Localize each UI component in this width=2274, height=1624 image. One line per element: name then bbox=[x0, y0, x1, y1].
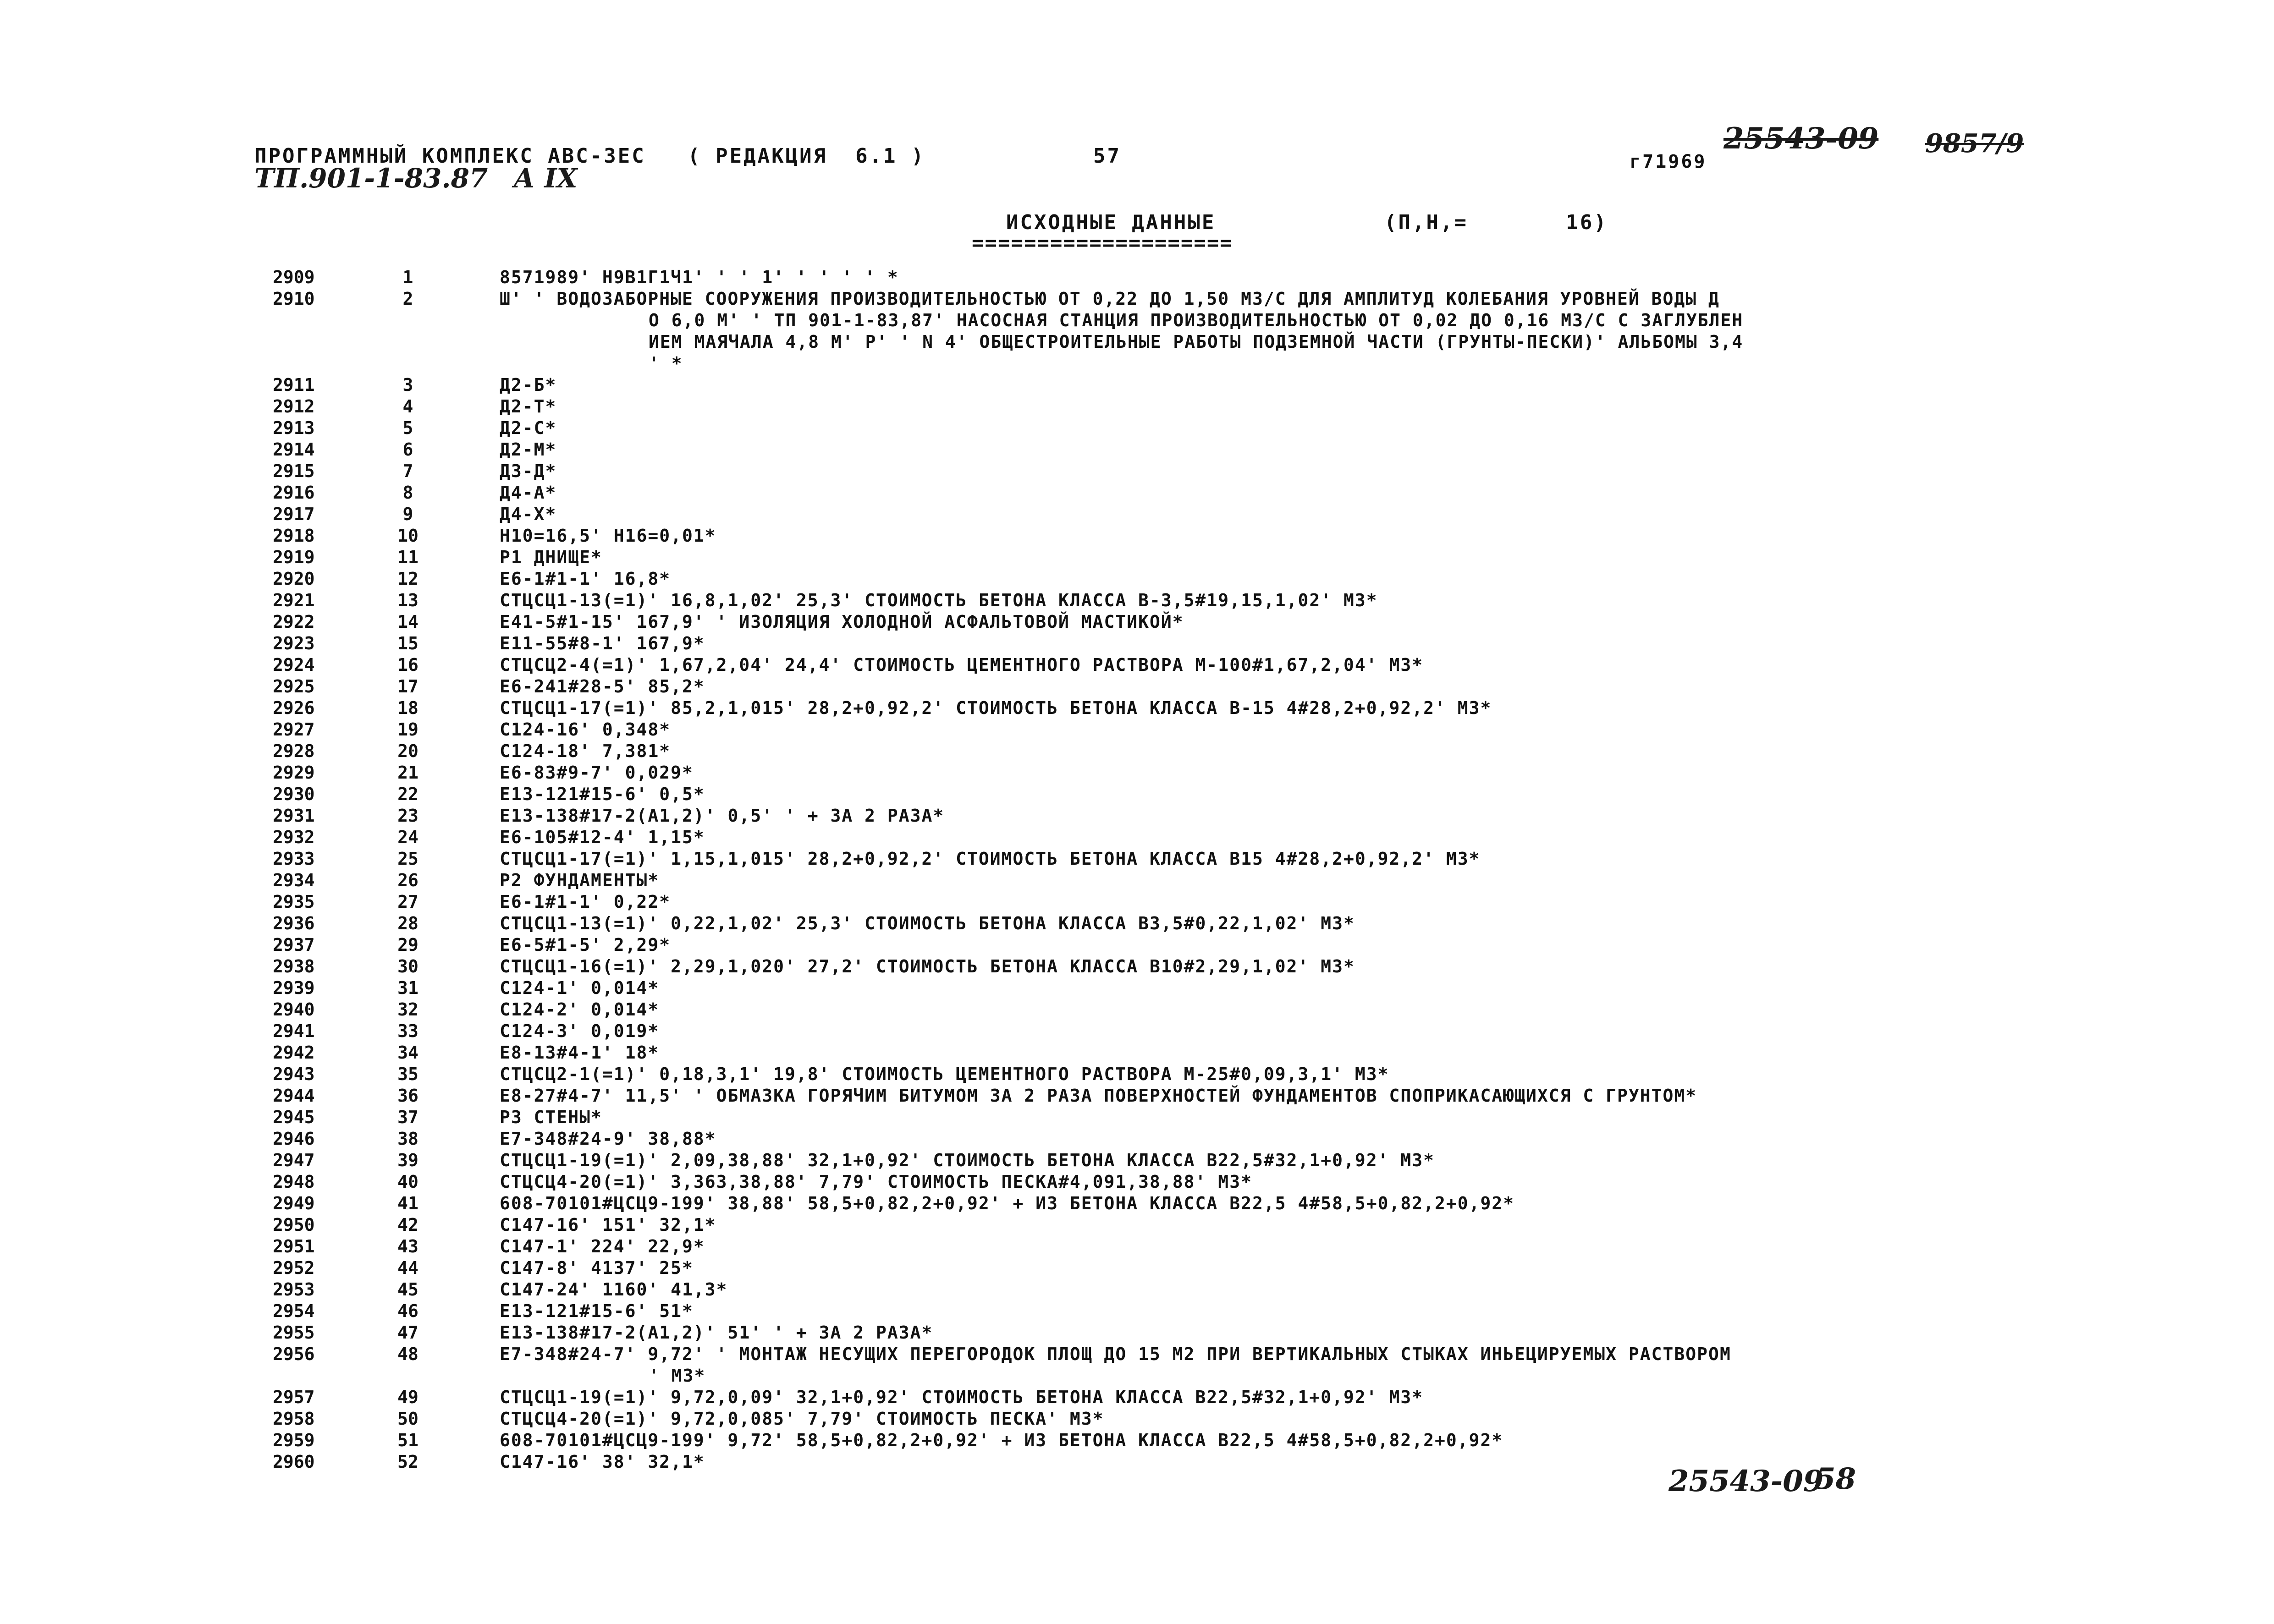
record-text: Е13-138#17-2(А1,2)' 0,5' ' + ЗА 2 РАЗА* bbox=[500, 806, 945, 826]
record-text: СТЦСЦ4-20(=1)' 3,363,38,88' 7,79' СТОИМОСТЬ ПЕСКА#4,091,38,88' М3* bbox=[500, 1172, 1252, 1192]
line-number: 2935 bbox=[273, 892, 315, 912]
record-text: С124-16' 0,348* bbox=[500, 719, 671, 740]
listing-row bbox=[273, 676, 2106, 698]
line-number: 2957 bbox=[273, 1387, 315, 1407]
item-number: 21 bbox=[397, 763, 418, 783]
params-label: (П,Н,= 16) bbox=[1384, 211, 1608, 234]
record-text: С124-1' 0,014* bbox=[500, 978, 660, 998]
line-number: 2943 bbox=[273, 1064, 315, 1084]
listing-row bbox=[273, 504, 2106, 526]
item-number: 44 bbox=[397, 1258, 418, 1278]
line-number: 2913 bbox=[273, 418, 315, 438]
line-number: 2926 bbox=[273, 698, 315, 718]
line-number: 2955 bbox=[273, 1322, 315, 1343]
record-text: Е8-13#4-1' 18* bbox=[500, 1042, 660, 1063]
listing-row bbox=[273, 763, 2106, 784]
item-number: 41 bbox=[397, 1193, 418, 1213]
listing-row-continuation bbox=[273, 1366, 2106, 1387]
record-text: СТЦСЦ1-17(=1)' 1,15,1,015' 28,2+0,92,2' СТОИМОСТЬ БЕТОНА КЛАССА В15 4#28,2+0,92,2' М3* bbox=[500, 849, 1481, 869]
record-text: Ш' ' ВОДОЗАБОРНЫЕ СООРУЖЕНИЯ ПРОИЗВОДИТЕЛЬНОСТЬЮ ОТ 0,22 ДО 1,50 М3/С ДЛЯ АМПЛИТУД КОЛЕБАНИЯ УРОВНЕЙ ВОДЫ Д bbox=[500, 289, 1720, 309]
listing-row bbox=[273, 1301, 2106, 1322]
record-text: ' * bbox=[649, 353, 683, 373]
record-text: Е11-55#8-1' 167,9* bbox=[500, 633, 705, 653]
record-text: ИЕМ МАЯЧАЛА 4,8 М' Р' ' N 4' ОБЩЕСТРОИТЕЛЬНЫЕ РАБОТЫ ПОДЗЕМНОЙ ЧАСТИ (ГРУНТЫ-ПЕСКИ)' АЛЬБОМЫ 3,4 bbox=[649, 332, 1744, 352]
line-number: 2931 bbox=[273, 806, 315, 826]
handwritten-ref-footer: 25543-09 bbox=[1668, 1464, 1824, 1498]
record-text: Р3 СТЕНЫ* bbox=[500, 1107, 602, 1127]
listing-row bbox=[273, 1129, 2106, 1150]
item-number: 12 bbox=[397, 569, 418, 589]
listing-row bbox=[273, 806, 2106, 827]
listing-row bbox=[273, 1172, 2106, 1193]
record-text: Д2-Т* bbox=[500, 396, 557, 417]
line-number: 2956 bbox=[273, 1344, 315, 1364]
line-number: 2952 bbox=[273, 1258, 315, 1278]
item-number: 1 bbox=[402, 267, 413, 287]
record-text: Е41-5#1-15' 167,9' ' ИЗОЛЯЦИЯ ХОЛОДНОЙ АСФАЛЬТОВОЙ МАСТИКОЙ* bbox=[500, 612, 1184, 632]
item-number: 2 bbox=[402, 289, 413, 309]
handwritten-page-footer: 58 bbox=[1815, 1462, 1856, 1496]
listing-row bbox=[273, 547, 2106, 569]
item-number: 40 bbox=[397, 1172, 418, 1192]
listing-row-continuation bbox=[273, 353, 2106, 375]
item-number: 7 bbox=[402, 461, 413, 481]
line-number: 2938 bbox=[273, 956, 315, 977]
item-number: 20 bbox=[397, 741, 418, 761]
listing-row bbox=[273, 956, 2106, 978]
line-number: 2941 bbox=[273, 1021, 315, 1041]
record-text: СТЦСЦ2-1(=1)' 0,18,3,1' 19,8' СТОИМОСТЬ ЦЕМЕНТНОГО РАСТВОРА М-25#0,09,3,1' М3* bbox=[500, 1064, 1389, 1084]
line-number: 2919 bbox=[273, 547, 315, 567]
item-number: 31 bbox=[397, 978, 418, 998]
handwritten-doc-number: 25543-09 bbox=[1723, 121, 1879, 156]
item-number: 27 bbox=[397, 892, 418, 912]
item-number: 38 bbox=[397, 1129, 418, 1149]
listing-row bbox=[273, 1258, 2106, 1279]
listing-row bbox=[273, 741, 2106, 763]
listing-row bbox=[273, 1430, 2106, 1452]
listing-row bbox=[273, 1387, 2106, 1409]
line-number: 2910 bbox=[273, 289, 315, 309]
line-number: 2925 bbox=[273, 676, 315, 697]
item-number: 47 bbox=[397, 1322, 418, 1343]
record-text: СТЦСЦ1-17(=1)' 85,2,1,015' 28,2+0,92,2' СТОИМОСТЬ БЕТОНА КЛАССА В-15 4#28,2+0,92,2' М3* bbox=[500, 698, 1492, 718]
listing-row bbox=[273, 978, 2106, 999]
line-number: 2940 bbox=[273, 999, 315, 1020]
line-number: 2918 bbox=[273, 526, 315, 546]
item-number: 30 bbox=[397, 956, 418, 977]
item-number: 34 bbox=[397, 1042, 418, 1063]
item-number: 15 bbox=[397, 633, 418, 653]
record-text: Е6-1#1-1' 16,8* bbox=[500, 569, 671, 589]
item-number: 29 bbox=[397, 935, 418, 955]
record-text: СТЦСЦ4-20(=1)' 9,72,0,085' 7,79' СТОИМОСТЬ ПЕСКА' М3* bbox=[500, 1409, 1104, 1429]
record-text: Р2 ФУНДАМЕНТЫ* bbox=[500, 870, 660, 890]
line-number: 2944 bbox=[273, 1086, 315, 1106]
item-number: 42 bbox=[397, 1215, 418, 1235]
listing-row bbox=[273, 870, 2106, 892]
item-number: 49 bbox=[397, 1387, 418, 1407]
line-number: 2960 bbox=[273, 1452, 315, 1472]
record-text: Р1 ДНИЩЕ* bbox=[500, 547, 602, 567]
listing-row bbox=[273, 1215, 2106, 1236]
listing-row bbox=[273, 612, 2106, 633]
listing-row bbox=[273, 1344, 2106, 1366]
item-number: 4 bbox=[402, 396, 413, 417]
listing-row bbox=[273, 1086, 2106, 1107]
item-number: 35 bbox=[397, 1064, 418, 1084]
item-number: 11 bbox=[397, 547, 418, 567]
listing-row bbox=[273, 655, 2106, 676]
line-number: 2959 bbox=[273, 1430, 315, 1450]
listing-row-continuation bbox=[273, 332, 2106, 353]
record-text: О 6,0 М' ' ТП 901-1-83,87' НАСОСНАЯ СТАНЦИЯ ПРОИЗВОДИТЕЛЬНОСТЬЮ ОТ 0,02 ДО 0,16 М3/С С ЗАГЛУБЛЕН bbox=[649, 310, 1744, 330]
record-text: Д2-Б* bbox=[500, 375, 557, 395]
page-title: ИСХОДНЫЕ ДАННЫЕ bbox=[1006, 211, 1216, 234]
item-number: 8 bbox=[402, 483, 413, 503]
program-title: ПРОГРАММНЫЙ КОМПЛЕКС АВС-3ЕС ( РЕДАКЦИЯ 6.1 ) bbox=[254, 144, 925, 168]
record-text: Е6-5#1-5' 2,29* bbox=[500, 935, 671, 955]
item-number: 10 bbox=[397, 526, 418, 546]
line-number: 2917 bbox=[273, 504, 315, 524]
record-text: Е13-121#15-6' 0,5* bbox=[500, 784, 705, 804]
listing-row bbox=[273, 483, 2106, 504]
item-number: 6 bbox=[402, 439, 413, 460]
item-number: 33 bbox=[397, 1021, 418, 1041]
line-number: 2953 bbox=[273, 1279, 315, 1300]
item-number: 51 bbox=[397, 1430, 418, 1450]
listing-row bbox=[273, 1064, 2106, 1086]
line-number: 2909 bbox=[273, 267, 315, 287]
item-number: 37 bbox=[397, 1107, 418, 1127]
line-number: 2954 bbox=[273, 1301, 315, 1321]
line-number: 2951 bbox=[273, 1236, 315, 1256]
handwritten-doc-number-2: 9857/9 bbox=[1925, 128, 2024, 159]
page-title-underline: ==================== bbox=[972, 231, 1233, 255]
item-number: 14 bbox=[397, 612, 418, 632]
item-number: 5 bbox=[402, 418, 413, 438]
item-number: 22 bbox=[397, 784, 418, 804]
item-number: 32 bbox=[397, 999, 418, 1020]
line-number: 2929 bbox=[273, 763, 315, 783]
line-number: 2927 bbox=[273, 719, 315, 740]
record-text: Д2-М* bbox=[500, 439, 557, 460]
listing-row bbox=[273, 999, 2106, 1021]
item-number: 24 bbox=[397, 827, 418, 847]
line-number: 2939 bbox=[273, 978, 315, 998]
line-number: 2924 bbox=[273, 655, 315, 675]
item-number: 16 bbox=[397, 655, 418, 675]
record-text: Д4-А* bbox=[500, 483, 557, 503]
listing-row bbox=[273, 784, 2106, 806]
line-number: 2916 bbox=[273, 483, 315, 503]
listing-row bbox=[273, 526, 2106, 547]
record-text: Д4-Х* bbox=[500, 504, 557, 524]
record-text: Е13-138#17-2(А1,2)' 51' ' + ЗА 2 РАЗА* bbox=[500, 1322, 933, 1343]
page-number: 57 bbox=[1093, 144, 1121, 168]
record-text: С147-1' 224' 22,9* bbox=[500, 1236, 705, 1256]
record-text: Е6-1#1-1' 0,22* bbox=[500, 892, 671, 912]
record-text: Е8-27#4-7' 11,5' ' ОБМАЗКА ГОРЯЧИМ БИТУМОМ ЗА 2 РАЗА ПОВЕРХНОСТЕЙ ФУНДАМЕНТОВ СПОПРИКАСАЮЩИХСЯ С ГРУНТОМ* bbox=[500, 1086, 1697, 1106]
line-number: 2921 bbox=[273, 590, 315, 610]
item-number: 13 bbox=[397, 590, 418, 610]
record-text: 608-70101#ЦСЦ9-199' 38,88' 58,5+0,82,2+0,92' + ИЗ БЕТОНА КЛАССА В22,5 4#58,5+0,82,2+0,92* bbox=[500, 1193, 1515, 1213]
listing-row bbox=[273, 418, 2106, 439]
listing-row bbox=[273, 1279, 2106, 1301]
listing-row bbox=[273, 1042, 2106, 1064]
line-number: 2934 bbox=[273, 870, 315, 890]
item-number: 39 bbox=[397, 1150, 418, 1170]
listing-row bbox=[273, 913, 2106, 935]
line-number: 2923 bbox=[273, 633, 315, 653]
listing-row bbox=[273, 1107, 2106, 1129]
item-number: 26 bbox=[397, 870, 418, 890]
line-number: 2915 bbox=[273, 461, 315, 481]
listing-row bbox=[273, 1021, 2106, 1042]
album-label: А IX bbox=[513, 163, 578, 194]
listing bbox=[273, 267, 2106, 1473]
listing-row bbox=[273, 719, 2106, 741]
item-number: 28 bbox=[397, 913, 418, 933]
record-text: 8571989' Н9В1Г1Ч1' ' ' 1' ' ' ' ' * bbox=[500, 267, 899, 287]
line-number: 2945 bbox=[273, 1107, 315, 1127]
record-text: Е7-348#24-7' 9,72' ' МОНТАЖ НЕСУЩИХ ПЕРЕГОРОДОК ПЛОЩ ДО 15 М2 ПРИ ВЕРТИКАЛЬНЫХ СТЫКАХ ИНЬЕЦИРУЕМЫХ РАСТВОРОМ bbox=[500, 1344, 1731, 1364]
listing-row bbox=[273, 935, 2106, 956]
line-number: 2928 bbox=[273, 741, 315, 761]
line-number: 2942 bbox=[273, 1042, 315, 1063]
listing-row bbox=[273, 396, 2106, 418]
record-text: С147-8' 4137' 25* bbox=[500, 1258, 694, 1278]
item-number: 3 bbox=[402, 375, 413, 395]
item-number: 43 bbox=[397, 1236, 418, 1256]
record-text: Н10=16,5' Н16=0,01* bbox=[500, 526, 716, 546]
record-text: С124-2' 0,014* bbox=[500, 999, 660, 1020]
item-number: 46 bbox=[397, 1301, 418, 1321]
record-text: СТЦСЦ1-13(=1)' 0,22,1,02' 25,3' СТОИМОСТЬ БЕТОНА КЛАССА В3,5#0,22,1,02' М3* bbox=[500, 913, 1355, 933]
doc-code: г71969 bbox=[1630, 151, 1707, 172]
listing-row bbox=[273, 633, 2106, 655]
record-text: Д2-С* bbox=[500, 418, 557, 438]
listing-row bbox=[273, 892, 2106, 913]
record-text: С147-16' 38' 32,1* bbox=[500, 1452, 705, 1472]
listing-row-continuation bbox=[273, 310, 2106, 332]
listing-row bbox=[273, 375, 2106, 396]
listing-row bbox=[273, 1193, 2106, 1215]
listing-row bbox=[273, 1150, 2106, 1172]
line-number: 2936 bbox=[273, 913, 315, 933]
record-text: С147-16' 151' 32,1* bbox=[500, 1215, 716, 1235]
listing-row bbox=[273, 827, 2106, 849]
listing-row bbox=[273, 1322, 2106, 1344]
record-text: Е13-121#15-6' 51* bbox=[500, 1301, 694, 1321]
listing-row bbox=[273, 698, 2106, 719]
record-text: СТЦСЦ1-13(=1)' 16,8,1,02' 25,3' СТОИМОСТЬ БЕТОНА КЛАССА В-3,5#19,15,1,02' М3* bbox=[500, 590, 1378, 610]
line-number: 2912 bbox=[273, 396, 315, 417]
line-number: 2950 bbox=[273, 1215, 315, 1235]
record-text: Е6-241#28-5' 85,2* bbox=[500, 676, 705, 697]
item-number: 50 bbox=[397, 1409, 418, 1429]
record-text: Д3-Д* bbox=[500, 461, 557, 481]
line-number: 2930 bbox=[273, 784, 315, 804]
line-number: 2958 bbox=[273, 1409, 315, 1429]
item-number: 45 bbox=[397, 1279, 418, 1300]
record-text: ' М3* bbox=[649, 1366, 706, 1386]
listing-row bbox=[273, 1236, 2106, 1258]
line-number: 2914 bbox=[273, 439, 315, 460]
record-text: С147-24' 1160' 41,3* bbox=[500, 1279, 728, 1300]
record-text: С124-3' 0,019* bbox=[500, 1021, 660, 1041]
listing-row bbox=[273, 461, 2106, 483]
item-number: 18 bbox=[397, 698, 418, 718]
listing-row bbox=[273, 439, 2106, 461]
line-number: 2948 bbox=[273, 1172, 315, 1192]
item-number: 17 bbox=[397, 676, 418, 697]
listing-row bbox=[273, 590, 2106, 612]
line-number: 2937 bbox=[273, 935, 315, 955]
item-number: 52 bbox=[397, 1452, 418, 1472]
record-text: Е6-105#12-4' 1,15* bbox=[500, 827, 705, 847]
line-number: 2932 bbox=[273, 827, 315, 847]
line-number: 2949 bbox=[273, 1193, 315, 1213]
line-number: 2946 bbox=[273, 1129, 315, 1149]
item-number: 25 bbox=[397, 849, 418, 869]
record-text: Е7-348#24-9' 38,88* bbox=[500, 1129, 716, 1149]
record-text: СТЦСЦ1-19(=1)' 9,72,0,09' 32,1+0,92' СТОИМОСТЬ БЕТОНА КЛАССА В22,5#32,1+0,92' М3* bbox=[500, 1387, 1424, 1407]
item-number: 9 bbox=[402, 504, 413, 524]
listing-row bbox=[273, 267, 2106, 289]
record-text: СТЦСЦ1-19(=1)' 2,09,38,88' 32,1+0,92' СТОИМОСТЬ БЕТОНА КЛАССА В22,5#32,1+0,92' М3* bbox=[500, 1150, 1435, 1170]
line-number: 2922 bbox=[273, 612, 315, 632]
record-text: СТЦСЦ1-16(=1)' 2,29,1,020' 27,2' СТОИМОСТЬ БЕТОНА КЛАССА В10#2,29,1,02' М3* bbox=[500, 956, 1355, 977]
line-number: 2947 bbox=[273, 1150, 315, 1170]
item-number: 23 bbox=[397, 806, 418, 826]
project-code: ТП.901-1-83.87 bbox=[254, 163, 488, 194]
record-text: С124-18' 7,381* bbox=[500, 741, 671, 761]
line-number: 2911 bbox=[273, 375, 315, 395]
listing-row bbox=[273, 289, 2106, 310]
record-text: 608-70101#ЦСЦ9-199' 9,72' 58,5+0,82,2+0,92' + ИЗ БЕТОНА КЛАССА В22,5 4#58,5+0,82,2+0,92* bbox=[500, 1430, 1503, 1450]
item-number: 19 bbox=[397, 719, 418, 740]
listing-row bbox=[273, 1409, 2106, 1430]
item-number: 36 bbox=[397, 1086, 418, 1106]
listing-row bbox=[273, 569, 2106, 590]
listing-row bbox=[273, 849, 2106, 870]
record-text: СТЦСЦ2-4(=1)' 1,67,2,04' 24,4' СТОИМОСТЬ ЦЕМЕНТНОГО РАСТВОРА М-100#1,67,2,04' М3* bbox=[500, 655, 1424, 675]
line-number: 2933 bbox=[273, 849, 315, 869]
record-text: Е6-83#9-7' 0,029* bbox=[500, 763, 694, 783]
line-number: 2920 bbox=[273, 569, 315, 589]
item-number: 48 bbox=[397, 1344, 418, 1364]
